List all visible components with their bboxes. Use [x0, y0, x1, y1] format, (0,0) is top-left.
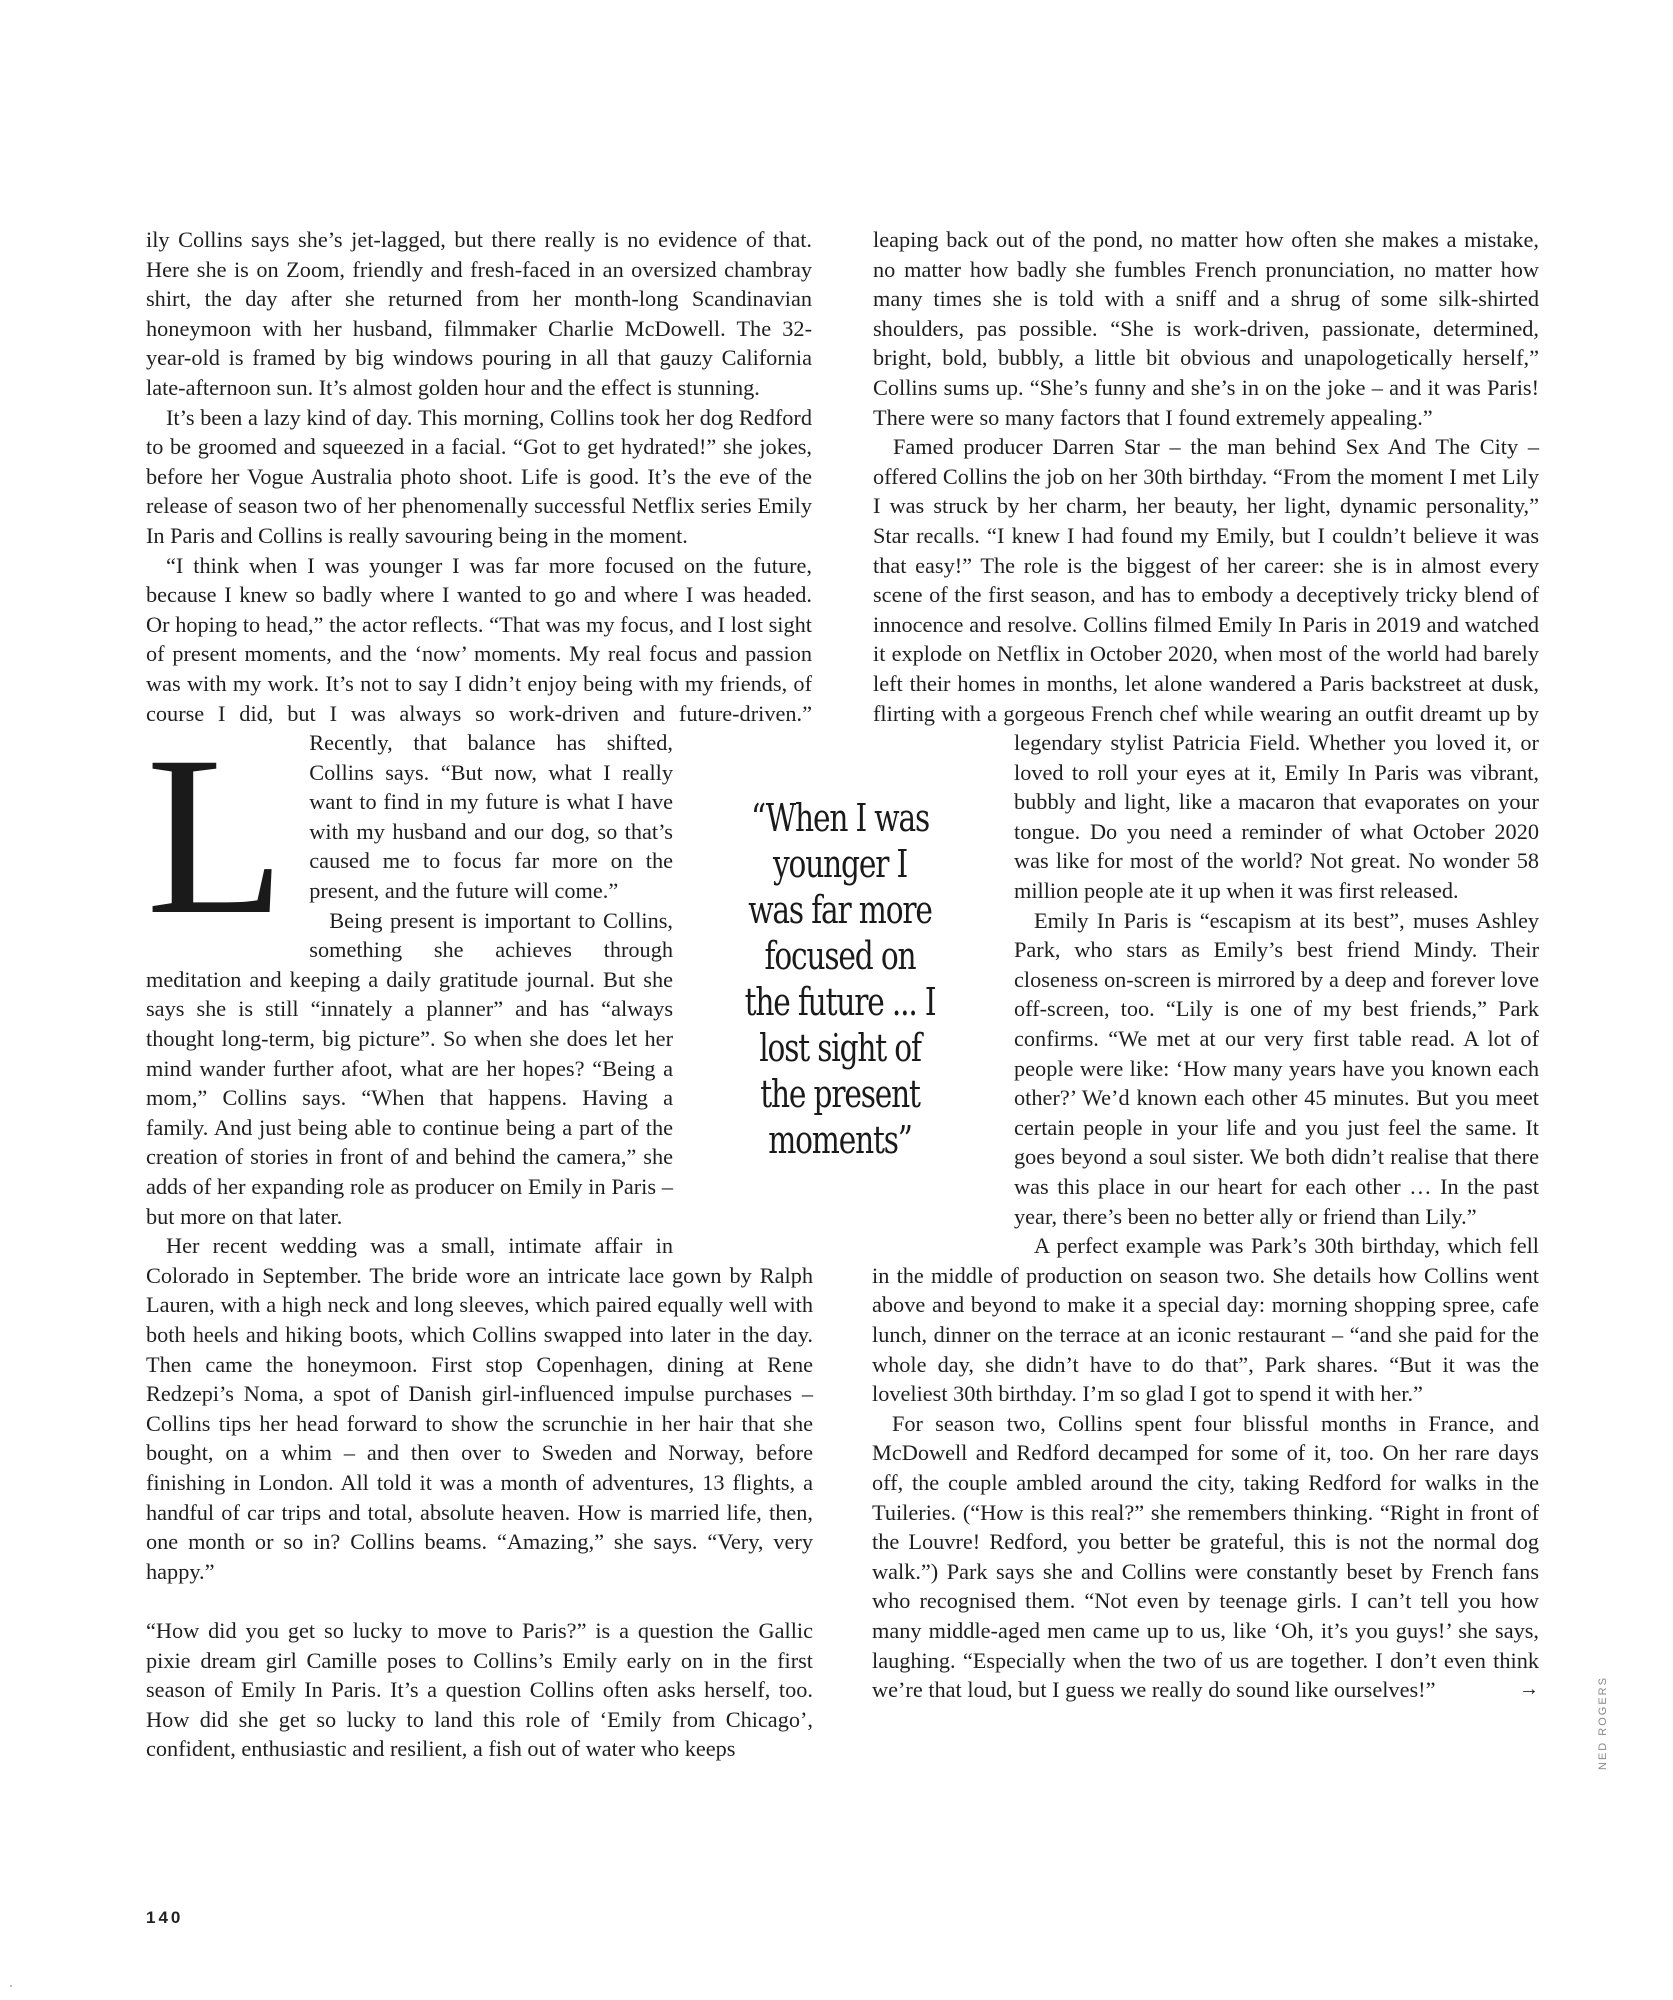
body-paragraph: Her recent wedding was a small, intimate affair in Colorado in September. The bride wore an intricate lace gown by Ralph Lauren, with a high neck and long sleeves, which paired equally well with both heels and hiking boots, which Collins swapped into later in the day. Then came the honeymoon. First stop Copenhagen, dining at Rene Redzepi’s Noma, a spot of Danish girl-influenced impulse purchases – Collins tips her head forward to show the scrunchie in her hair that she bought, on a whim – and then over to Sweden and Norway, before finishing in London. All told it was a month of adventures, 13 flights, a handful of car trips and total, absolute heaven. How is married life, then, one month or so in? Collins beams. “Amazing,” she says. “Very, very happy.” [146, 1233, 813, 1584]
pull-quote-gutter [872, 737, 1014, 1237]
body-paragraph-text: For season two, Collins spent four blissful months in France, and McDowell and Redford decamped for some of it, too. On her rare days off, the couple ambled around the city, taking Redford for walks in the Tuileries. (“How is this real?” she remembers thinking. “Right in front of the Louvre! Redford, you better be grateful, this is not the normal dog walk.”) Park says she and Collins were constantly beset by French fans who recognised them. “Not even by teenage girls. I can’t tell you how many middle-aged men came up to us, like ‘Oh, it’s you guys!’ she says, laughing. “Especially when the two of us are together. I don’t even think we’re that loud, but I guess we really do sound like ourselves!” [872, 1410, 1539, 1703]
photo-credit: NED ROGERS [1597, 1676, 1609, 1770]
drop-cap: L [146, 710, 286, 962]
body-paragraph: “I think when I was younger I was far more focused on the future, because I knew so badly where I wanted to go and where I was headed. Or hoping to head,” the actor reflects. “That was my focus, and I lost sight of present moments, and the ‘now’ moments. My real focus and passion was with my work. It’s not to say I didn’t enjoy being with my friends, of course I did, but I was always so work-driven and future-driven.” Recently, that balance has shifted, Collins says. “But now, what I really want to find in my future is what I have with my husband and our dog, so that’s caused me to focus far more on the present, and the future will come.” [146, 552, 812, 904]
pull-quote: “When I was younger I was far more focused on the future ... I lost sight of the present moments” [744, 796, 936, 1162]
body-paragraph: Famed producer Darren Star – the man behind Sex And The City – offered Collins the job on her 30th birthday. “From the moment I met Lily I was struck by her charm, her beauty, her light, dynamic personality,” Star recalls. “I knew I had found my Emily, but I couldn’t believe it was that easy!” The role is the biggest of her career: she is in almost every scene of the first season, and has to embody a deceptively tricky blend of innocence and resolve. Collins filmed Emily In Paris in 2019 and watched it explode on Netflix in October 2020, when most of the world had barely left their homes in months, let alone wandered a Paris backstreet at dusk, flirting with a gorgeous French chef while wearing an outfit dreamt up by legendary stylist Patricia Field. Whether you loved it, or loved to roll your eyes at it, Emily In Paris was vibrant, bubbly and light, like a macaron that evaporates on your tongue. Do you need a reminder of what October 2020 was like for most of the world? Not great. No wonder 58 million people ate it up when it was first released. [873, 434, 1539, 904]
body-paragraph: It’s been a lazy kind of day. This morning, Collins took her dog Redford to be groomed and squeezed in a facial. “Got to get hydrated!” she jokes, before her Vogue Australia photo shoot. Life is good. It’s the eve of the release of season two of her phenomenally successful Netflix series Emily In Paris and Collins is really savouring being in the moment. [146, 404, 812, 548]
body-paragraph [872, 1409, 1539, 1705]
body-paragraph: ily Collins says she’s jet-lagged, but there really is no evidence of that. Here she is on Zoom, friendly and fresh-faced in an oversized chambray shirt, the day after she returned from her month-long Scandinavian honeymoon with her husband, filmmaker Charlie McDowell. The 32-year-old is framed by big windows pouring in all that gauzy California late-afternoon sun. It’s almost golden hour and the effect is stunning. [146, 227, 812, 400]
body-paragraph: A perfect example was Park’s 30th birthday, which fell in the middle of production on season two. She details how Collins went above and beyond to make it a special day: morning shopping spree, cafe lunch, dinner on the terrace at an iconic restaurant – “and she paid for the whole day, she didn’t have to do that”, Park shares. “But it was the loveliest 30th birthday. I’m so glad I got to spend it with her.” [872, 1233, 1539, 1407]
print-mark [10, 1985, 12, 1987]
layout-spacer [812, 225, 813, 735]
body-paragraph: Being present is important to Collins, something she achieves through meditation and keeping a daily gratitude journal. But she says she is still “innately a planner” and has “always thought long-term, big picture”. So when she does let her mind wander further afoot, what are her hopes? “Being a mom,” Collins says. “When that happens. Having a family. And just being able to continue being a part of the creation of stories in front of and behind the camera,” she adds of her expanding role as producer on Emily in Paris – but more on that later. [146, 907, 673, 1229]
article-column-left [146, 225, 813, 1764]
body-paragraph: “How did you get so lucky to move to Paris?” is a question the Gallic pixie dream girl Camille poses to Collins’s Emily early on in the first season of Emily In Paris. It’s a question Collins often asks herself, too. How did she get so lucky to land this role of ‘Emily from Chicago’, confident, enthusiastic and resilient, a fish out of water who keeps [146, 1617, 813, 1762]
continue-arrow-icon: → [1519, 1678, 1539, 1701]
page-number: 140 [146, 1908, 184, 1927]
body-paragraph: Emily In Paris is “escapism at its best”, muses Ashley Park, who stars as Emily’s best friend Mindy. Their closeness on-screen is mirrored by a deep and forever love off-screen, too. “Lily is one of my best friends,” Park confirms. “We met at our very first table read. A lot of people were like: ‘How many years have you known each other?’ We’d known each other 45 minutes. But you meet certain people in your life and you just feel the same. It goes beyond a soul sister. We both didn’t realise that there was this place in our heart for each other … In the past year, there’s been no better ally or friend than Lily.” [1014, 907, 1539, 1229]
article-column-right [872, 225, 1539, 1705]
body-paragraph: leaping back out of the pond, no matter how often she makes a mistake, no matter how badly she fumbles French pronunciation, no matter how many times she is told with a sniff and a shrug of some silk-shirted shoulders, pas possible. “She is work-driven, passionate, determined, bright, bold, bubbly, a little bit obvious and unapologetically herself,” Collins sums up. “She’s funny and she’s in on the joke – and it was Paris! There were so many factors that I found extremely appealing.” [873, 227, 1539, 430]
